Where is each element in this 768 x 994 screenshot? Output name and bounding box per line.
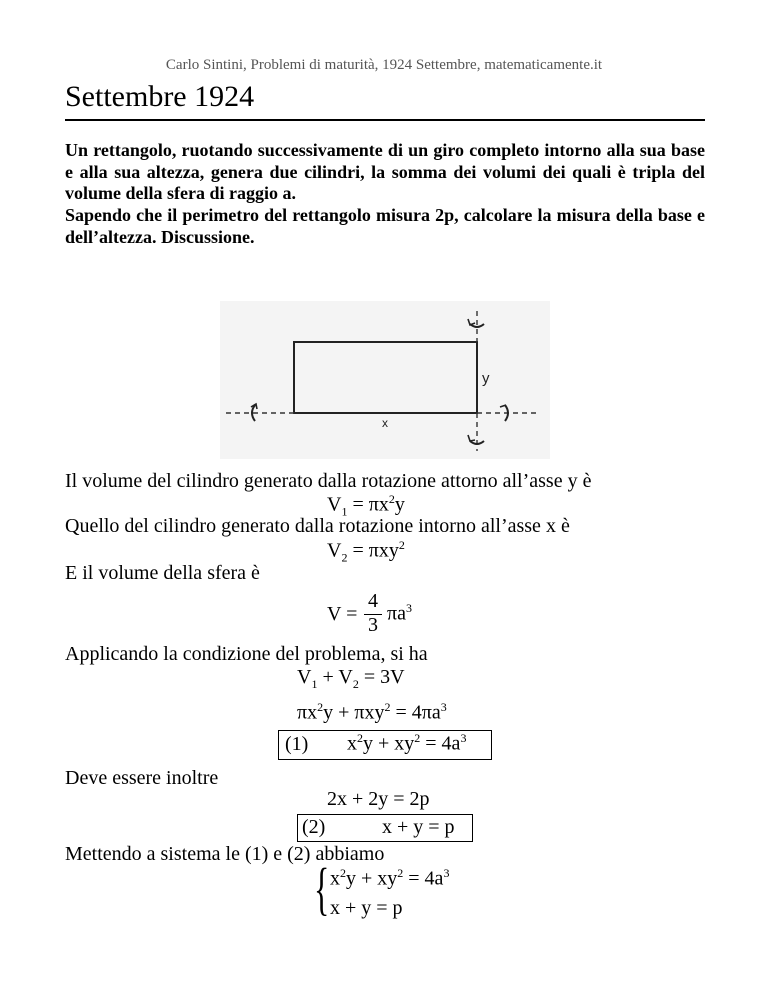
equation-condition: $V_1 + V_2 = 3V$: [297, 666, 405, 691]
rectangle-figure: [220, 301, 550, 459]
fraction-numerator: 4: [368, 590, 378, 612]
system-brace: {: [314, 856, 330, 921]
text-line-5: Deve essere inoltre: [65, 767, 219, 789]
problem-paragraph-1: Un rettangolo, ruotando successivamente di un giro completo intorno alla sua base e alla sua altezza, genera due cilindri, la somma dei volumi dei quali è tripla del volume della sfera di raggio a.: [65, 140, 705, 204]
equation-sphere-lhs: V =: [327, 603, 358, 625]
system-equation-1: $x^2y + xy^2 = 4a^3$: [330, 866, 450, 890]
text-line-1: Il volume del cilindro generato dalla rotazione attorno all’asse y è: [65, 470, 592, 492]
title-divider: [65, 119, 705, 121]
equation-2: x + y = p: [382, 816, 455, 838]
equation-sphere-rhs: $\pi a^3$: [387, 601, 412, 625]
equation-1: $x^2y + xy^2 = 4a^3$: [347, 731, 467, 755]
text-line-3: E il volume della sfera è: [65, 562, 260, 584]
equation-v2: $V_2 = \pi xy^2$: [327, 538, 405, 565]
fraction-denominator: 3: [368, 614, 378, 636]
label-y: y: [482, 370, 490, 387]
equation-v1: $V_1 = \pi x^2y$: [327, 492, 405, 519]
equation-perimeter: 2x + 2y = 2p: [327, 788, 430, 810]
equation-1-label: (1): [285, 733, 309, 755]
system-equation-2: x + y = p: [330, 897, 403, 919]
running-head: Carlo Sintini, Problemi di maturità, 1924 Settembre, matematicamente.it: [165, 57, 603, 73]
equation-2-label: (2): [302, 816, 326, 838]
text-line-4: Applicando la condizione del problema, si ha: [65, 643, 428, 665]
rectangle-diagram: [220, 301, 550, 459]
problem-statement: [65, 140, 705, 249]
page-title: Settembre 1924: [65, 80, 255, 113]
equation-expanded: $\pi x^2y + \pi xy^2 = 4\pi a^3$: [297, 700, 447, 724]
problem-paragraph-2: Sapendo che il perimetro del rettangolo misura 2p, calcolare la misura della base e dell’altezza. Discussione.: [65, 205, 705, 247]
text-line-6: Mettendo a sistema le (1) e (2) abbiamo: [65, 843, 385, 865]
equation-1-box: [278, 730, 492, 760]
equation-2-box: [297, 814, 473, 842]
text-line-2: Quello del cilindro generato dalla rotazione intorno all’asse x è: [65, 515, 570, 537]
rectangle-shape: [294, 342, 477, 413]
label-x: x: [382, 416, 388, 430]
